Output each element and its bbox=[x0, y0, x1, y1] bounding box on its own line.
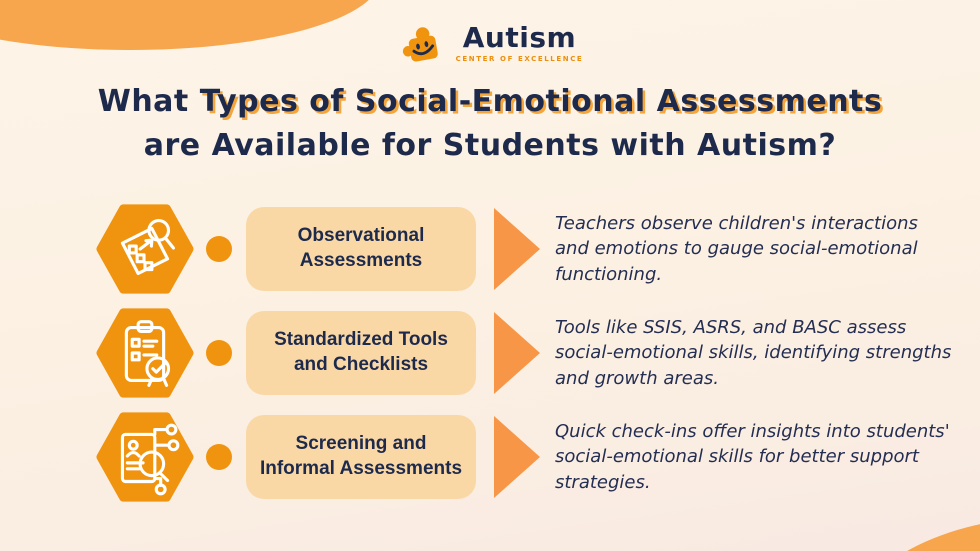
description-text: Teachers observe children's interactions and emotions to gauge social-emotional functioning. bbox=[555, 212, 918, 285]
connector-dot bbox=[206, 236, 232, 262]
description-text: Tools like SSIS, ASRS, and BASC assess social-emotional skills, identifying strengths and growth areas. bbox=[555, 316, 952, 389]
brand-tagline: CENTER OF EXCELLENCE bbox=[455, 54, 584, 63]
clipboard-checklist-badge-icon bbox=[96, 304, 194, 402]
connector-dot bbox=[206, 444, 232, 470]
connector-dot bbox=[206, 340, 232, 366]
title-highlight: Types of Social-Emotional Assessments bbox=[199, 84, 883, 119]
label-text: Observational Assessments bbox=[297, 225, 425, 271]
right-arrow-icon bbox=[494, 416, 540, 498]
assessment-row-screening bbox=[96, 405, 955, 509]
page-title bbox=[0, 80, 980, 167]
label-card bbox=[246, 415, 476, 499]
assessment-row-standardized bbox=[96, 301, 955, 405]
logo-text bbox=[455, 20, 584, 63]
right-arrow-icon bbox=[494, 312, 540, 394]
label-card bbox=[246, 311, 476, 395]
puzzle-smiley-icon bbox=[397, 18, 447, 68]
assessment-row-observational bbox=[96, 197, 955, 301]
title-line-1 bbox=[0, 80, 980, 124]
title-line-2: are Available for Students with Autism? bbox=[143, 127, 837, 163]
label-text: Screening and Informal Assessments bbox=[259, 433, 463, 479]
map-search-icon bbox=[96, 200, 194, 298]
right-arrow-icon bbox=[494, 208, 540, 290]
logo bbox=[0, 18, 980, 68]
title-lead: What bbox=[97, 84, 200, 119]
bottom-right-blob-decoration bbox=[863, 514, 980, 551]
label-text: Standardized Tools and Checklists bbox=[274, 329, 448, 375]
screening-profile-search-icon bbox=[96, 408, 194, 506]
label-card bbox=[246, 207, 476, 291]
brand-name: Autism bbox=[462, 20, 577, 54]
description-text: Quick check-ins offer insights into students' social-emotional skills for better support strategies. bbox=[555, 420, 950, 493]
